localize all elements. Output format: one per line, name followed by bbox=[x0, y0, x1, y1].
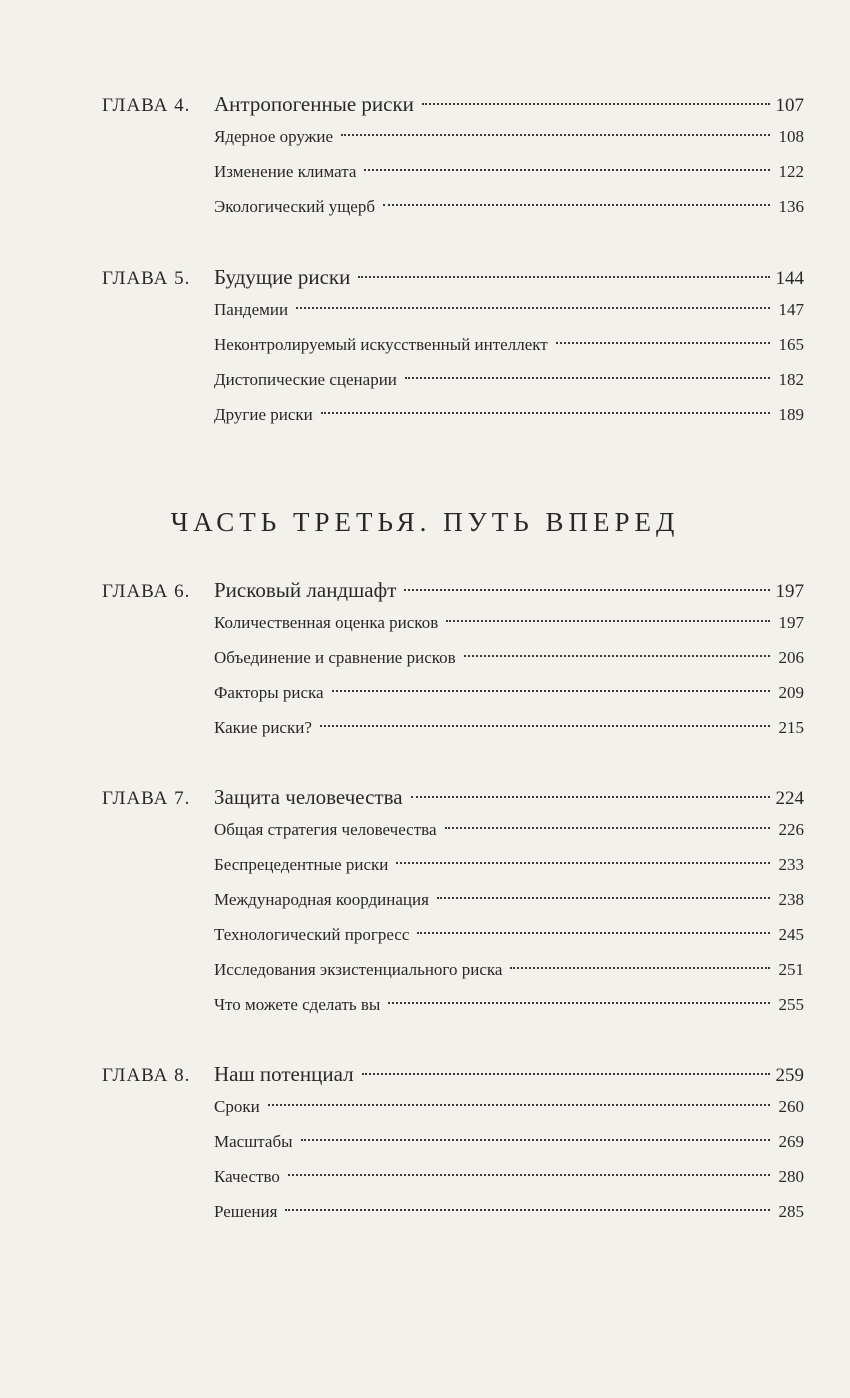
toc-section-row[interactable] bbox=[102, 127, 804, 162]
part-title: ЧАСТЬ ТРЕТЬЯ. ПУТЬ ВПЕРЕД bbox=[170, 507, 680, 537]
page-number: 238 bbox=[778, 890, 804, 909]
section-title: Ядерное оружие bbox=[214, 127, 334, 146]
section-title: Исследования экзистенциального риска bbox=[214, 960, 503, 979]
page-number: 245 bbox=[778, 925, 804, 944]
page-number: 285 bbox=[778, 1202, 804, 1221]
section-title: Изменение климата bbox=[214, 162, 357, 181]
toc-chapter-row[interactable] bbox=[102, 92, 804, 127]
section-title: Количественная оценка рисков bbox=[214, 613, 439, 632]
dot-leader bbox=[510, 967, 770, 969]
page-number: 255 bbox=[778, 995, 804, 1014]
chapter-8 bbox=[102, 1062, 804, 1237]
section-title: Решения bbox=[214, 1202, 278, 1221]
page-number: 147 bbox=[778, 300, 804, 319]
toc-section-row[interactable] bbox=[102, 335, 804, 370]
toc-section-row[interactable] bbox=[102, 197, 804, 232]
dot-leader bbox=[417, 932, 770, 934]
chapter-number: ГЛАВА 4. bbox=[102, 95, 191, 116]
toc-section-row[interactable] bbox=[102, 648, 804, 683]
section-title: Пандемии bbox=[214, 300, 289, 319]
dot-leader bbox=[268, 1104, 770, 1106]
chapter-4 bbox=[102, 92, 804, 232]
page-number: 259 bbox=[775, 1065, 804, 1086]
toc-section-row[interactable] bbox=[102, 683, 804, 718]
section-title: Неконтролируемый искусственный интеллект bbox=[214, 335, 548, 354]
dot-leader bbox=[405, 377, 770, 379]
section-title: Дистопические сценарии bbox=[214, 370, 397, 389]
chapter-number: ГЛАВА 6. bbox=[102, 581, 191, 602]
chapter-7 bbox=[102, 785, 804, 1030]
toc-section-row[interactable] bbox=[102, 1132, 804, 1167]
section-title: Масштабы bbox=[214, 1132, 293, 1151]
chapter-title: Защита человечества bbox=[214, 785, 403, 809]
toc-section-row[interactable] bbox=[102, 718, 804, 753]
page-number: 182 bbox=[778, 370, 804, 389]
dot-leader bbox=[358, 276, 770, 278]
page-number: 108 bbox=[778, 127, 804, 146]
section-title: Объединение и сравнение рисков bbox=[214, 648, 456, 667]
toc-section-row[interactable] bbox=[102, 925, 804, 960]
page-number: 233 bbox=[778, 855, 804, 874]
toc-section-row[interactable] bbox=[102, 613, 804, 648]
page-number: 206 bbox=[778, 648, 804, 667]
dot-leader bbox=[422, 103, 770, 105]
chapter-number: ГЛАВА 7. bbox=[102, 788, 191, 809]
chapter-number: ГЛАВА 8. bbox=[102, 1065, 191, 1086]
dot-leader bbox=[296, 307, 770, 309]
section-title: Экологический ущерб bbox=[214, 197, 376, 216]
section-title: Международная координация bbox=[214, 890, 429, 909]
toc-section-row[interactable] bbox=[102, 405, 804, 440]
dot-leader bbox=[556, 342, 770, 344]
dot-leader bbox=[437, 897, 770, 899]
toc-chapter-row[interactable] bbox=[102, 578, 804, 613]
page-number: 269 bbox=[778, 1132, 804, 1151]
chapter-title: Наш потенциал bbox=[214, 1062, 354, 1086]
toc-section-row[interactable] bbox=[102, 300, 804, 335]
page-number: 197 bbox=[778, 613, 804, 632]
chapter-title: Рисковый ландшафт bbox=[214, 578, 397, 602]
toc-chapter-row[interactable] bbox=[102, 1062, 804, 1097]
section-title: Качество bbox=[214, 1167, 280, 1186]
dot-leader bbox=[285, 1209, 770, 1211]
dot-leader bbox=[388, 1002, 770, 1004]
section-title: Факторы риска bbox=[214, 683, 324, 702]
page-number: 226 bbox=[778, 820, 804, 839]
dot-leader bbox=[288, 1174, 770, 1176]
toc-chapter-row[interactable] bbox=[102, 785, 804, 820]
dot-leader bbox=[364, 169, 770, 171]
section-title: Сроки bbox=[214, 1097, 260, 1116]
page-number: 189 bbox=[778, 405, 804, 424]
page-number: 224 bbox=[775, 788, 804, 809]
toc-section-row[interactable] bbox=[102, 960, 804, 995]
toc-section-row[interactable] bbox=[102, 1202, 804, 1237]
toc-section-row[interactable] bbox=[102, 370, 804, 405]
page-number: 165 bbox=[778, 335, 804, 354]
dot-leader bbox=[341, 134, 770, 136]
dot-leader bbox=[446, 620, 770, 622]
chapter-6 bbox=[102, 578, 804, 753]
toc-section-row[interactable] bbox=[102, 855, 804, 890]
page-number: 122 bbox=[778, 162, 804, 181]
page-number: 260 bbox=[778, 1097, 804, 1116]
page-number: 144 bbox=[775, 268, 804, 289]
dot-leader bbox=[321, 412, 770, 414]
toc-section-row[interactable] bbox=[102, 162, 804, 197]
dot-leader bbox=[362, 1073, 770, 1075]
page-number: 215 bbox=[778, 718, 804, 737]
section-title: Другие риски bbox=[214, 405, 313, 424]
chapter-title: Будущие риски bbox=[214, 265, 351, 289]
page-number: 107 bbox=[775, 95, 804, 116]
dot-leader bbox=[301, 1139, 770, 1141]
page-number: 251 bbox=[778, 960, 804, 979]
toc-section-row[interactable] bbox=[102, 820, 804, 855]
section-title: Технологический прогресс bbox=[214, 925, 410, 944]
toc-section-row[interactable] bbox=[102, 995, 804, 1030]
page-number: 136 bbox=[778, 197, 804, 216]
page-number: 280 bbox=[778, 1167, 804, 1186]
chapter-5 bbox=[102, 265, 804, 440]
chapter-number: ГЛАВА 5. bbox=[102, 268, 191, 289]
section-title: Общая стратегия человечества bbox=[214, 820, 437, 839]
dot-leader bbox=[445, 827, 770, 829]
section-title: Какие риски? bbox=[214, 718, 312, 737]
dot-leader bbox=[464, 655, 770, 657]
dot-leader bbox=[411, 796, 770, 798]
section-title: Беспрецедентные риски bbox=[214, 855, 389, 874]
dot-leader bbox=[383, 204, 770, 206]
toc-chapter-row[interactable] bbox=[102, 265, 804, 300]
section-title: Что можете сделать вы bbox=[214, 995, 381, 1014]
toc-section-row[interactable] bbox=[102, 1167, 804, 1202]
toc-section-row[interactable] bbox=[102, 1097, 804, 1132]
dot-leader bbox=[332, 690, 770, 692]
dot-leader bbox=[396, 862, 770, 864]
toc-section-row[interactable] bbox=[102, 890, 804, 925]
page-number: 209 bbox=[778, 683, 804, 702]
dot-leader bbox=[320, 725, 770, 727]
page-number: 197 bbox=[775, 581, 804, 602]
dot-leader bbox=[404, 589, 770, 591]
chapter-title: Антропогенные риски bbox=[214, 92, 414, 116]
